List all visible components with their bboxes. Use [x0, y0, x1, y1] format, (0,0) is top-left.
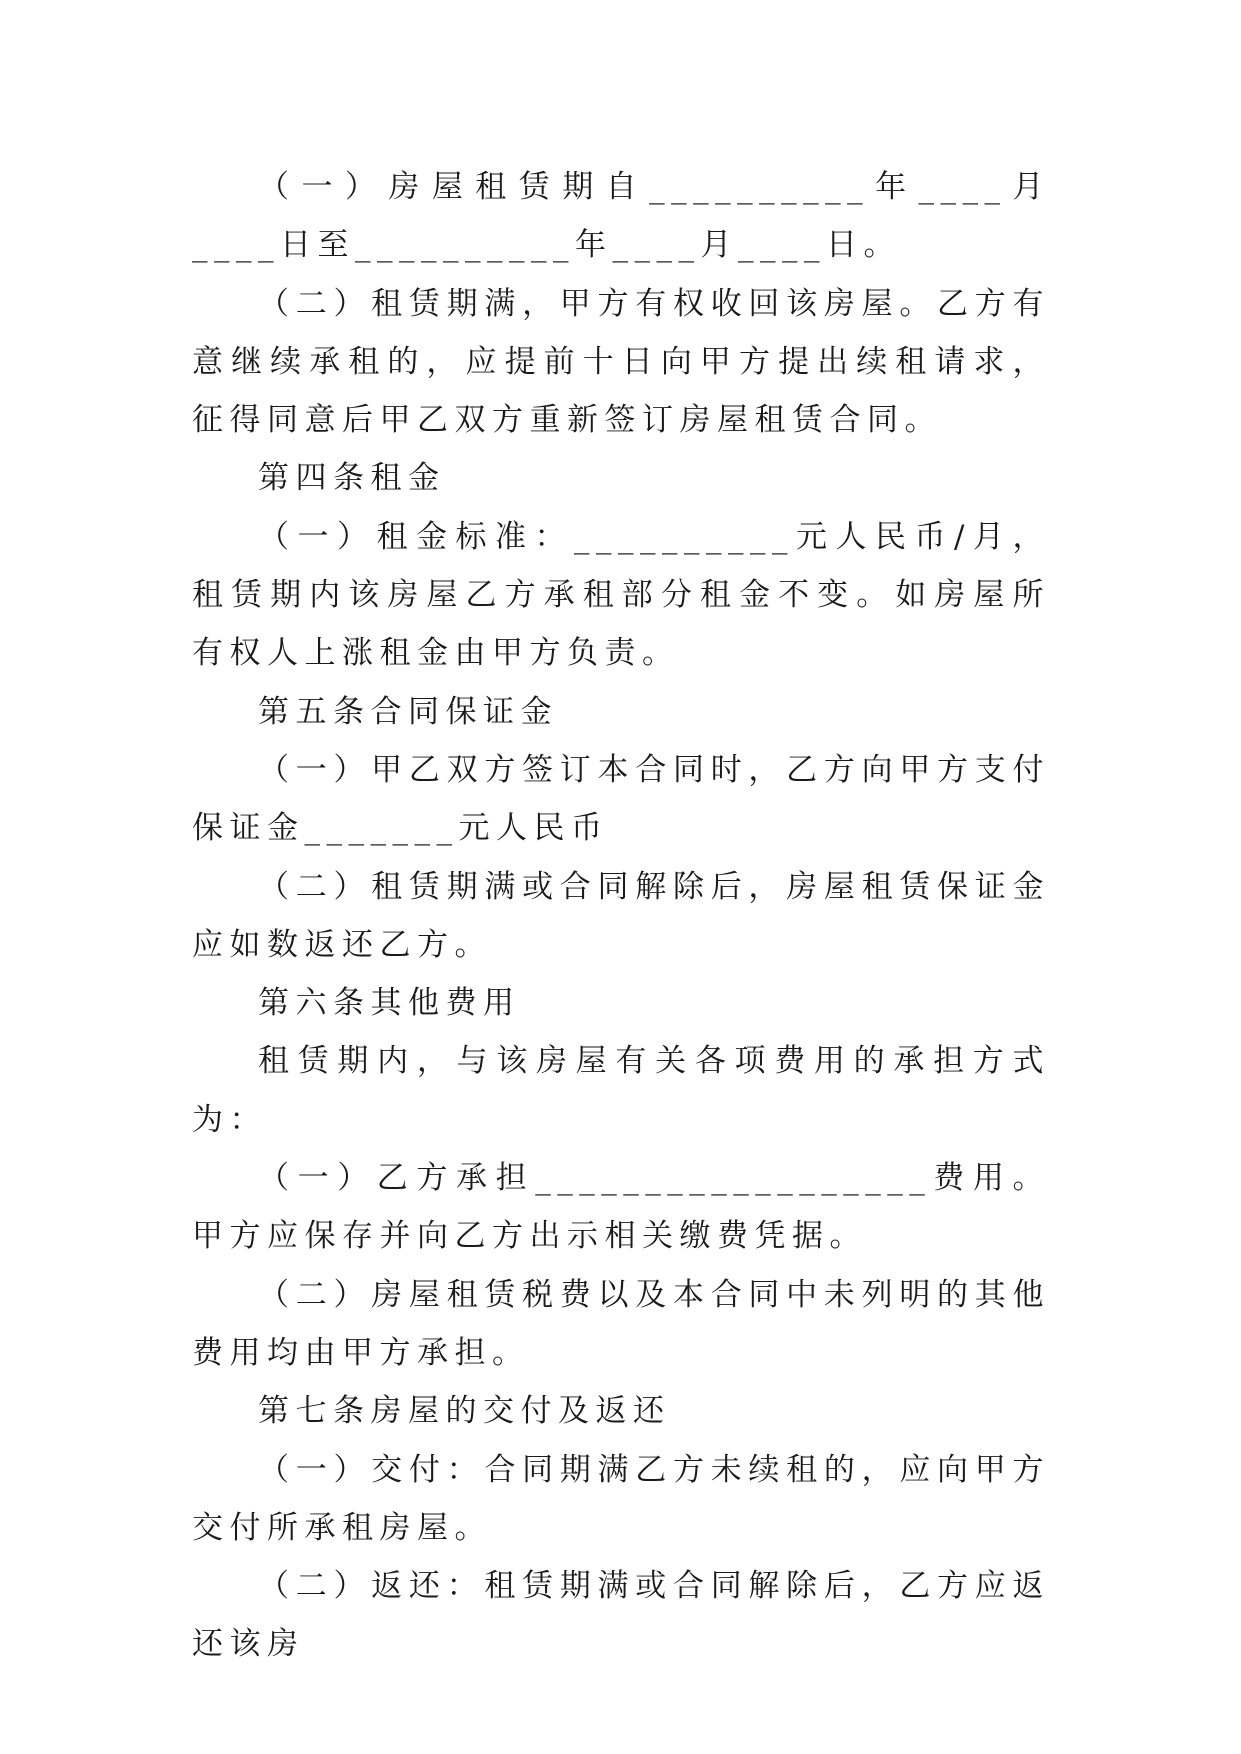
clause-rent-1: （一）租金标准：__________元人民币/月，租赁期内该房屋乙方承租部分租金不变。如房屋所有权人上涨租金由甲方负责。 [192, 518, 1050, 672]
clause-deposit-2: （二）租赁期满或合同解除后，房屋租赁保证金应如数返还乙方。 [192, 868, 1050, 963]
clause-fees-2: （二）房屋租赁税费以及本合同中未列明的其他费用均由甲方承担。 [192, 1276, 1050, 1371]
heading-article-5: 第五条合同保证金 [258, 693, 558, 730]
document-body [192, 158, 1050, 1674]
clause-lease-term-1: （一）房屋租赁期自__________年____月____日至__________年____月____日。 [192, 169, 1050, 264]
clause-delivery-2: （二）返还：租赁期满或合同解除后，乙方应返还该房 [192, 1568, 1050, 1663]
clause-fees-intro: 租赁期内，与该房屋有关各项费用的承担方式为： [192, 1043, 1050, 1138]
clause-deposit-1: （一）甲乙双方签订本合同时，乙方向甲方支付保证金_______元人民币 [192, 751, 1050, 847]
heading-article-7: 第七条房屋的交付及返还 [258, 1393, 671, 1430]
heading-article-4: 第四条租金 [258, 460, 446, 497]
clause-delivery-1: （一）交付：合同期满乙方未续租的，应向甲方交付所承租房屋。 [192, 1451, 1050, 1546]
clause-lease-term-2: （二）租赁期满，甲方有权收回该房屋。乙方有意继续承租的，应提前十日向甲方提出续租请求，征得同意后甲乙双方重新签订房屋租赁合同。 [192, 285, 1050, 439]
clause-fees-1: （一）乙方承担__________________费用。甲方应保存并向乙方出示相关缴费凭据。 [192, 1160, 1050, 1255]
heading-article-6: 第六条其他费用 [258, 985, 521, 1022]
